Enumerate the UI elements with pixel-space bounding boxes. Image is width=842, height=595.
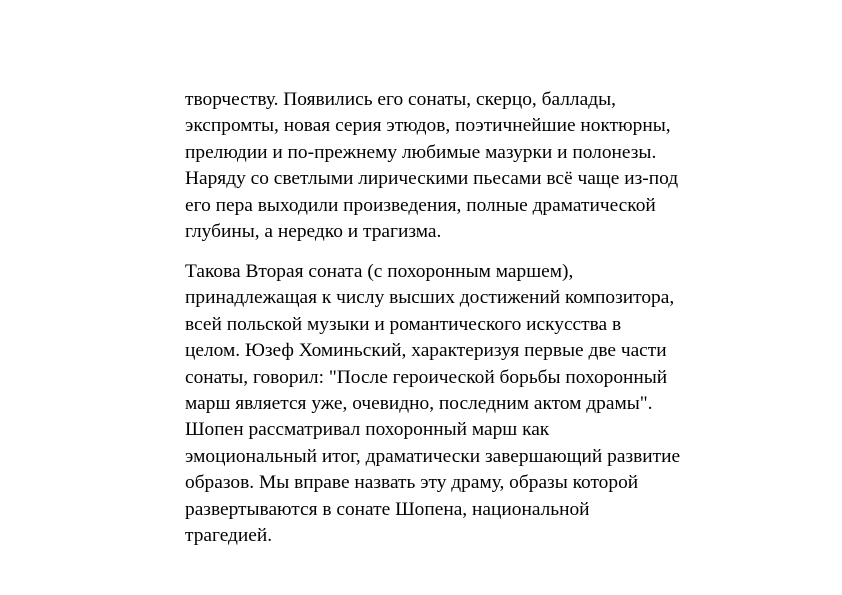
paragraph-1 (185, 87, 755, 245)
text-line: развертываются в сонате Шопена, национальной (185, 498, 590, 520)
text-line: Наряду со светлыми лирическими пьесами всё чаще из-под (185, 168, 679, 190)
text-line: Шопен рассматривал похоронный марш как (185, 419, 550, 441)
text-line: экспромты, новая серия этюдов, поэтичнейшие ноктюрны, (185, 115, 671, 137)
text-line: Такова Вторая соната (с похоронным маршем), (185, 261, 574, 282)
text-line: его пера выходили произведения, полные драматической (185, 194, 656, 216)
text-line: трагедией. (185, 525, 273, 547)
text-line: принадлежащая к числу высших достижений композитора, (185, 287, 675, 309)
text-line: марш является уже, очевидно, последним актом драмы". (185, 393, 653, 415)
text-line: образов. Мы вправе назвать эту драму, образы которой (185, 472, 639, 494)
text-line: сонаты, говорил: "После героической борьбы похоронный (185, 366, 668, 388)
paragraph-2 (185, 259, 755, 549)
text-line: эмоциональный итог, драматически завершающий развитие (185, 445, 681, 467)
text-line: всей польской музыки и романтического искусства в (185, 313, 622, 335)
text-line: творчеству. Появились его сонаты, скерцо, баллады, (185, 89, 616, 110)
text-line: прелюдии и по-прежнему любимые мазурки и полонезы. (185, 141, 657, 163)
text-line: глубины, а нередко и трагизма. (185, 221, 442, 243)
text-line: целом. Юзеф Хоминьский, характеризуя первые две части (185, 340, 667, 362)
